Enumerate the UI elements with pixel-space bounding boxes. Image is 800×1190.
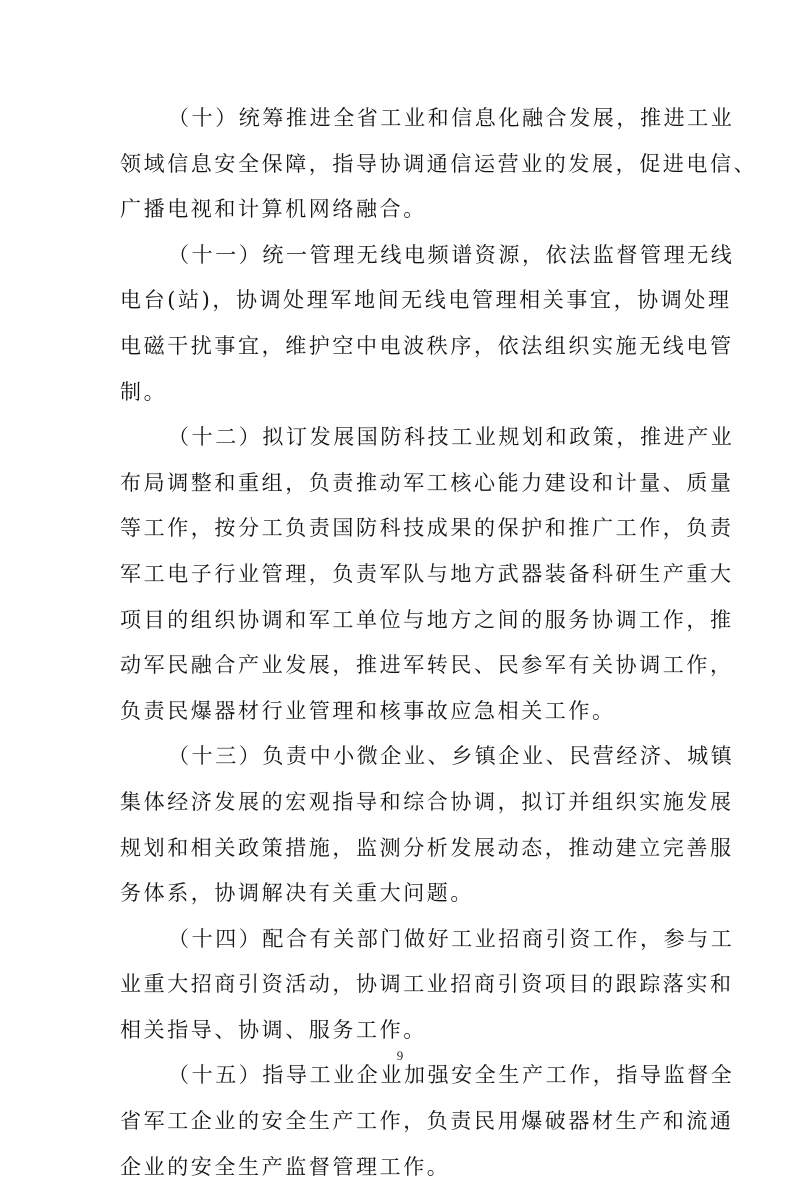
text-line: 电台(站)，协调处理军地间无线电管理相关事宜，协调处理 bbox=[120, 288, 732, 313]
paragraph-item-11 bbox=[120, 233, 735, 415]
text-line: 项目的组织协调和军工单位与地方之间的服务协调工作，推 bbox=[120, 607, 734, 632]
page-number: 9 bbox=[396, 1048, 404, 1063]
document-body bbox=[120, 96, 758, 1190]
text-line: 集体经济发展的宏观指导和综合协调，拟订并组织实施发展 bbox=[120, 789, 734, 814]
text-line: 电磁干扰事宜，维护空中电波秩序，依法组织实施无线电管 bbox=[120, 333, 734, 358]
text-line: （十三）负责中小微企业、乡镇企业、民营经济、城镇 bbox=[168, 744, 735, 769]
text-line: （十一）统一管理无线电频谱资源，依法监督管理无线 bbox=[168, 242, 735, 267]
text-line: 军工电子行业管理，负责军队与地方武器装备科研生产重大 bbox=[120, 561, 734, 586]
text-line: 制。 bbox=[120, 379, 168, 404]
paragraph-item-13 bbox=[120, 734, 735, 916]
paragraph-item-12 bbox=[120, 415, 735, 734]
text-line: 等工作，按分工负责国防科技成果的保护和推广工作，负责 bbox=[120, 516, 734, 541]
text-line: 领域信息安全保障，指导协调通信运营业的发展，促进电信、 bbox=[120, 151, 758, 176]
paragraph-item-10 bbox=[120, 96, 758, 233]
text-line: 企业的安全生产监督管理工作。 bbox=[120, 1154, 451, 1179]
text-line: 负责民爆器材行业管理和核事故应急相关工作。 bbox=[120, 698, 616, 723]
text-line: 省军工企业的安全生产工作，负责民用爆破器材生产和流通 bbox=[120, 1109, 734, 1134]
text-line: （十五）指导工业企业加强安全生产工作，指导监督全 bbox=[168, 1063, 735, 1088]
text-line: （十四）配合有关部门做好工业招商引资工作，参与工 bbox=[168, 926, 735, 951]
text-line: 务体系，协调解决有关重大问题。 bbox=[120, 881, 474, 906]
paragraph-item-14 bbox=[120, 917, 735, 1054]
text-line: 业重大招商引资活动，协调工业招商引资项目的跟踪落实和 bbox=[120, 972, 734, 997]
text-line: （十）统筹推进全省工业和信息化融合发展，推进工业 bbox=[168, 106, 735, 130]
paragraph-item-15 bbox=[120, 1053, 735, 1190]
text-line: 动军民融合产业发展，推进军转民、民参军有关协调工作， bbox=[120, 653, 734, 678]
text-line: 布局调整和重组，负责推动军工核心能力建设和计量、质量 bbox=[120, 470, 734, 495]
text-line: （十二）拟订发展国防科技工业规划和政策，推进产业 bbox=[168, 425, 735, 450]
text-line: 规划和相关政策措施，监测分析发展动态，推动建立完善服 bbox=[120, 835, 734, 860]
text-line: 相关指导、协调、服务工作。 bbox=[120, 1017, 427, 1042]
text-line: 广播电视和计算机网络融合。 bbox=[120, 197, 427, 222]
